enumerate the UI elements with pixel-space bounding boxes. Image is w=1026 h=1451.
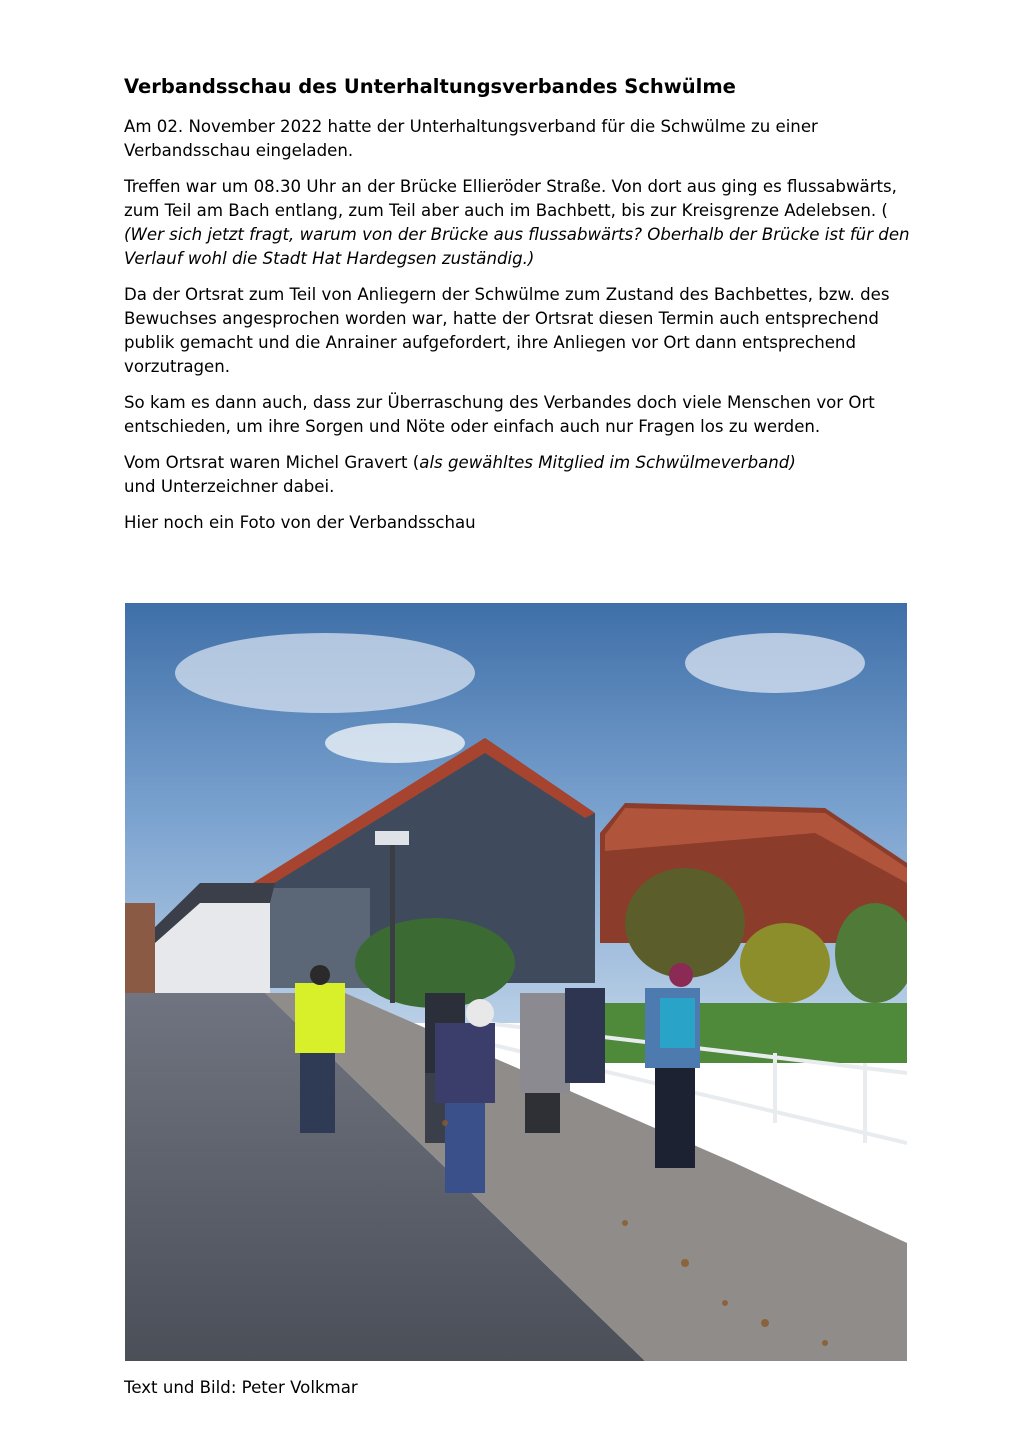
attendees-start: Vom Ortsrat waren Michel Gravert ( [124,453,420,472]
paragraph-ortsrat: Da der Ortsrat zum Teil von Anliegern der Schwülme zum Zustand des Bachbettes, bzw. des Bewuchses angesprochen worden war, hatte der Ortsrat diesen Termin auch entsprechend publik gemacht und die Anrainer aufgefordert, ihre Anliegen vor Ort dann entsprechend vorzutragen. [124,285,890,376]
paragraph-meeting-text: Treffen war um 08.30 Uhr an der Brücke Ellieröder Straße. Von dort aus ging es flussabwärts, zum Teil am Bach entlang, zum Teil aber auch im Bachbett, bis zur Kreisgrenze Adelebsen. ( [124,177,897,220]
paragraph-surprise: So kam es dann auch, dass zur Überraschung des Verbandes doch viele Menschen vor Ort entschieden, um ihre Sorgen und Nöte oder einfach auch nur Fragen los zu werden. [124,393,875,436]
photo-credit: Text und Bild: Peter Volkmar [124,1378,358,1397]
paragraph-meeting [124,175,914,271]
paragraph-intro: Am 02. November 2022 hatte der Unterhaltungsverband für die Schwülme zu einer Verbandsschau eingeladen. [124,117,818,160]
paragraph-photo-intro: Hier noch ein Foto von der Verbandsschau [124,513,476,532]
attendees-italic: als gewähltes Mitglied im Schwülmeverband) [419,453,796,472]
document-body [124,74,914,547]
attendees-end: und Unterzeichner dabei. [124,477,335,496]
paragraph-meeting-note: (Wer sich jetzt fragt, warum von der Brücke aus flussabwärts? Oberhalb der Brücke ist für den Verlauf wohl die Stadt Hat Hardegsen zuständig.) [124,225,910,268]
page-title: Verbandsschau des Unterhaltungsverbandes Schwülme [124,75,736,98]
paragraph-attendees [124,451,914,499]
verbandsschau-photo [125,603,907,1361]
